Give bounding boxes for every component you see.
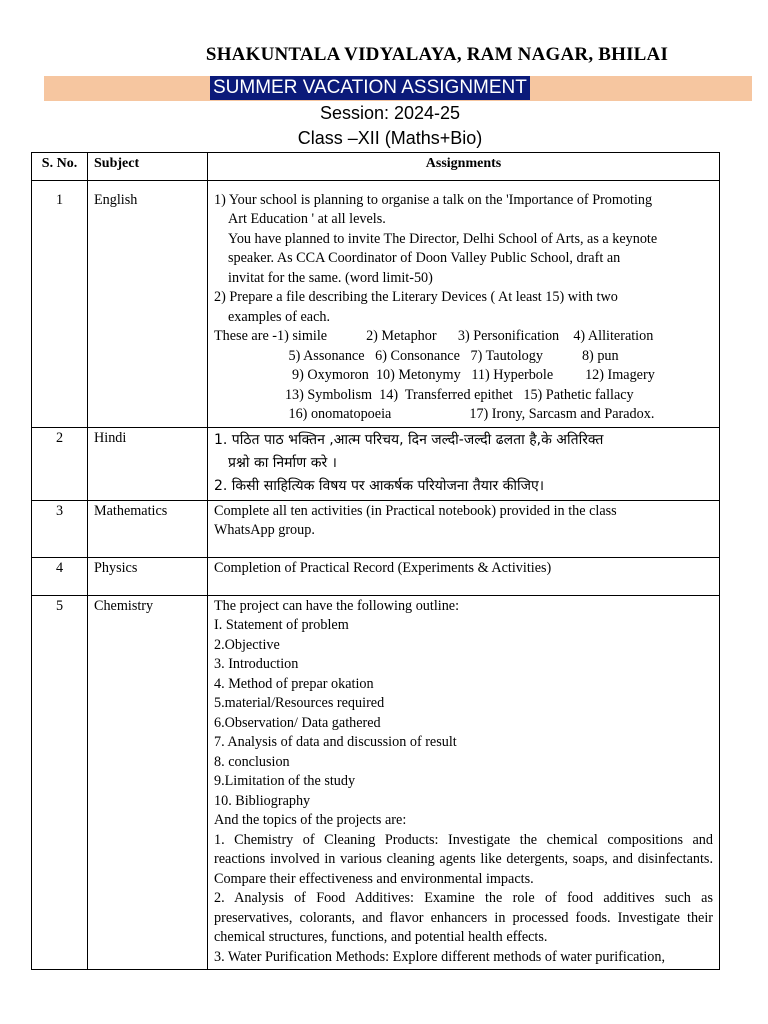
row-assignments	[208, 595, 720, 970]
assignment-line: 1. पठित पाठ भक्तिन ,आत्म परिचय, दिन जल्दी-जल्दी ढलता है,के अतिरिक्त	[214, 431, 604, 448]
assignment-line: 1) Your school is planning to organise a talk on the 'Importance of Promoting	[214, 191, 653, 208]
literary-devices-line: 13) Symbolism 14) Transferred epithet 15) Pathetic fallacy	[214, 386, 634, 403]
row-assignments	[208, 557, 720, 595]
column-header-subject: Subject	[88, 153, 208, 181]
row-sno: 5	[32, 595, 88, 970]
table-row	[32, 595, 720, 970]
row-sno: 2	[32, 427, 88, 500]
column-header-sno: S. No.	[32, 153, 88, 181]
assignment-line: speaker. As CCA Coordinator of Doon Valley Public School, draft an	[228, 250, 621, 266]
row-sno: 1	[32, 180, 88, 427]
row-subject: Physics	[88, 557, 208, 595]
school-name: SHAKUNTALA VIDYALAYA, RAM NAGAR, BHILAI	[205, 44, 669, 65]
assignment-title: SUMMER VACATION ASSIGNMENT	[210, 76, 530, 100]
outline-line: 2.Objective	[214, 636, 280, 653]
row-subject: Mathematics	[88, 500, 208, 557]
outline-line: 10. Bibliography	[214, 792, 311, 809]
session-label: Session: 2024-25	[319, 103, 461, 123]
row-subject: Hindi	[88, 427, 208, 500]
assignment-line: WhatsApp group.	[214, 522, 315, 538]
row-subject: Chemistry	[88, 595, 208, 970]
table-header-row	[32, 153, 720, 181]
literary-devices-line: These are -1) simile 2) Metaphor 3) Personification 4) Alliteration	[214, 328, 654, 344]
outline-line: 5.material/Resources required	[214, 695, 385, 711]
assignment-line: प्रश्नो का निर्माण करे ।	[228, 454, 337, 471]
literary-devices-line: 9) Oxymoron 10) Metonymy 11) Hyperbole 12) Imagery	[214, 367, 655, 383]
table-row	[32, 557, 720, 595]
project-topic: 1. Chemistry of Cleaning Products: Investigate the chemical compositions and reactions involved in various cleaning agents like detergents, soaps, and disinfectants. Compare their effectiveness and environmental impacts.	[214, 831, 713, 887]
row-subject: English	[88, 180, 208, 427]
literary-devices-line: 5) Assonance 6) Consonance 7) Tautology 8) pun	[214, 347, 619, 364]
outline-line: 7. Analysis of data and discussion of result	[214, 734, 457, 750]
outline-line: 3. Introduction	[214, 656, 299, 672]
row-assignments	[208, 500, 720, 557]
row-sno: 4	[32, 557, 88, 595]
assignment-table	[31, 152, 720, 970]
outline-line: 8. conclusion	[214, 753, 290, 770]
outline-line: I. Statement of problem	[214, 617, 349, 633]
outline-line: And the topics of the projects are:	[214, 812, 407, 828]
literary-devices-line: 16) onomatopoeia 17) Irony, Sarcasm and Paradox.	[214, 406, 655, 422]
assignment-line: Art Education ' at all levels.	[228, 211, 386, 227]
assignment-line: examples of each.	[228, 308, 331, 325]
outline-line: 6.Observation/ Data gathered	[214, 714, 381, 731]
project-topic: 2. Analysis of Food Additives: Examine the role of food additives such as preservatives, colorants, and flavor enhancers in processed foods. Investigate their chemical structures, functions, and potential health effects.	[214, 890, 713, 945]
class-label: Class –XII (Maths+Bio)	[297, 128, 483, 148]
assignment-line: invitat for the same. (word limit-50)	[228, 269, 433, 286]
row-assignments	[208, 180, 720, 427]
column-header-assignments: Assignments	[208, 153, 720, 181]
assignment-line: Completion of Practical Record (Experiments & Activities)	[214, 559, 552, 576]
outline-line: 9.Limitation of the study	[214, 773, 356, 789]
project-topic: 3. Water Purification Methods: Explore different methods of water purification,	[214, 948, 666, 965]
assignment-line: 2. किसी साहित्यिक विषय पर आकर्षक परियोजना तैयार कीजिए।	[214, 477, 545, 494]
table-row	[32, 427, 720, 500]
assignment-line: 2) Prepare a file describing the Literary Devices ( At least 15) with two	[214, 289, 618, 305]
table-row	[32, 180, 720, 427]
row-sno: 3	[32, 500, 88, 557]
row-assignments	[208, 427, 720, 500]
assignment-line: You have planned to invite The Director, Delhi School of Arts, as a keynote	[228, 230, 658, 247]
table-row	[32, 500, 720, 557]
outline-line: The project can have the following outline:	[214, 597, 460, 614]
assignment-line: Complete all ten activities (in Practical notebook) provided in the class	[214, 502, 617, 519]
outline-line: 4. Method of prepar okation	[214, 675, 374, 692]
